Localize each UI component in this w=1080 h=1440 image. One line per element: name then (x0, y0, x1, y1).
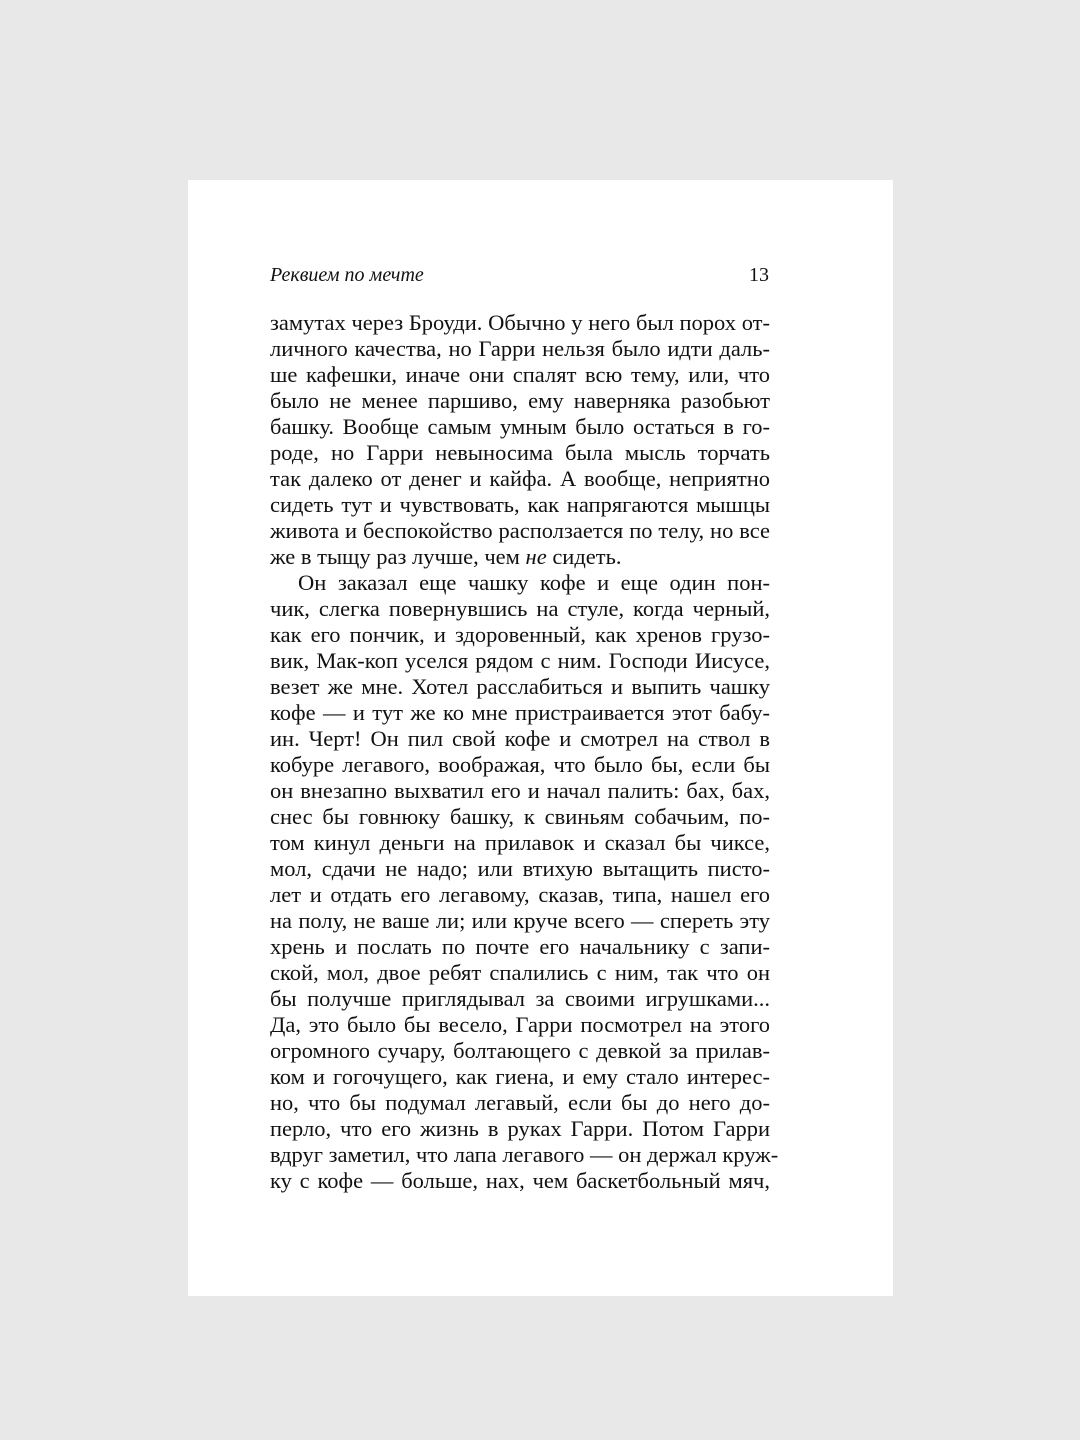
text-line: ше кафешки, иначе они спалят всю тему, или, что (270, 362, 770, 387)
text-line: Да, это было бы весело, Гарри посмотрел на этого (270, 1012, 770, 1037)
text-line: ком и гогочущего, как гиена, и ему стало интерес- (270, 1064, 770, 1089)
text-line: но, что бы подумал легавый, если бы до него до- (270, 1090, 770, 1115)
text-line: чик, слегка повернувшись на стуле, когда черный, (270, 596, 770, 621)
paragraph-start-line: Он заказал еще чашку кофе и еще один пон- (298, 570, 770, 595)
text-line: так далеко от денег и кайфа. А вообще, неприятно (270, 466, 770, 491)
text-line: хрень и послать по почте его начальнику с запи- (270, 934, 770, 959)
text-fragment: же в тыщу раз лучше, чем (270, 544, 526, 569)
emphasis-text: не (525, 544, 547, 569)
text-line (270, 544, 770, 570)
text-line: лет и отдать его легавому, сказав, типа, нашел его (270, 882, 770, 907)
page-number: 13 (749, 264, 769, 286)
text-line: бы получше приглядывал за своими игрушками... (270, 986, 770, 1011)
text-line: ской, мол, двое ребят спалились с ним, так что он (270, 960, 770, 985)
text-line: снес бы говнюку башку, к свиньям собачьим, по- (270, 804, 770, 829)
text-line: он внезапно выхватил его и начал палить: бах, бах, (270, 778, 770, 803)
text-line: кофе — и тут же ко мне пристраивается этот бабу- (270, 700, 770, 725)
text-line: вик, Мак-коп уселся рядом с ним. Господи Иисусе, (270, 648, 770, 673)
text-line: живота и беспокойство расползается по телу, но все (270, 518, 770, 543)
text-line: роде, но Гарри невыносима была мысль торчать (270, 440, 770, 465)
text-line: как его пончик, и здоровенный, как хренов грузо- (270, 622, 770, 647)
text-line: мол, сдачи не надо; или втихую вытащить писто- (270, 856, 770, 881)
text-line: везет же мне. Хотел расслабиться и выпить чашку (270, 674, 770, 699)
text-line: ин. Черт! Он пил свой кофе и смотрел на ствол в (270, 726, 770, 751)
running-head: Реквием по мечте (270, 264, 424, 286)
body-text (270, 310, 779, 1194)
text-line: том кинул деньги на прилавок и сказал бы чиксе, (270, 830, 770, 855)
text-fragment: сидеть. (546, 544, 622, 569)
text-line: огромного сучару, болтающего с девкой за прилав- (270, 1038, 770, 1063)
text-line: кобуре легавого, воображая, что было бы, если бы (270, 752, 770, 777)
text-line: ку с кофе — больше, нах, чем баскетбольный мяч, (270, 1168, 770, 1193)
text-line: на полу, не ваше ли; или круче всего — спереть эту (270, 908, 770, 933)
text-line: сидеть тут и чувствовать, как напрягаются мышцы (270, 492, 770, 517)
text-line: личного качества, но Гарри нельзя было идти даль- (270, 336, 770, 361)
text-line: башку. Вообще самым умным было остаться в го- (270, 414, 770, 439)
text-line: вдруг заметил, что лапа легавого — он держал круж- (270, 1142, 779, 1167)
text-line: замутах через Броуди. Обычно у него был порох от- (270, 310, 770, 335)
text-line: перло, что его жизнь в руках Гарри. Потом Гарри (270, 1116, 770, 1141)
book-page (188, 180, 893, 1296)
text-line: было не менее паршиво, ему наверняка разобьют (270, 388, 770, 413)
